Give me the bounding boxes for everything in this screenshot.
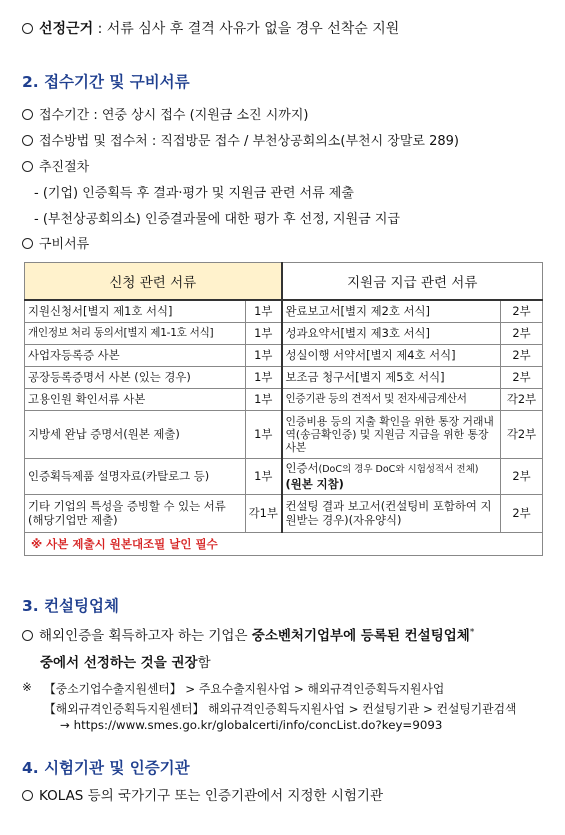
payment-doc: 인증기관 등의 견적서 및 전자세금계산서 [282, 388, 501, 410]
procedure-step-2: - (부천상공회의소) 인증결과물에 대한 평가 후 선정, 지원금 지급 [34, 212, 400, 227]
application-doc: 지방세 완납 증명서(원본 제출) [25, 410, 246, 458]
application-doc: 지원신청서[별지 제1호 서식] [25, 300, 246, 322]
selection-basis-text: : 서류 심사 후 결격 사유가 없을 경우 선착순 지원 [97, 21, 400, 37]
certificate-original-note: (원본 지참) [285, 477, 344, 491]
consulting-footnote-mark: * [469, 627, 475, 638]
reference-mark: ※ [22, 680, 32, 694]
consulting-intro-bold: 중소벤처기업부에 등록된 컨설팅업체 [251, 628, 470, 644]
section-3-heading: 3. 컨설팅업체 [22, 597, 119, 615]
original-stamp-note: ※ 사본 제출시 원본대조필 날인 필수 [25, 532, 543, 555]
application-doc-count: 1부 [246, 458, 282, 494]
payment-doc-count: 각2부 [501, 410, 543, 458]
payment-doc-certificate [282, 458, 501, 494]
header-payment-docs: 지원금 지급 관련 서류 [282, 263, 543, 301]
procedure-title [22, 156, 89, 175]
consulting-recommend-bold: 중에서 선정하는 것을 권장 [40, 655, 198, 671]
docs-title [22, 233, 89, 252]
table-header-row [25, 263, 543, 301]
application-doc-count: 각1부 [246, 494, 282, 532]
table-row [25, 366, 543, 388]
circle-bullet-icon [22, 161, 33, 172]
circle-bullet-icon [22, 630, 33, 641]
reception-method [22, 130, 459, 149]
application-doc: 사업자등록증 사본 [25, 344, 246, 366]
table-row [25, 458, 543, 494]
section-2-heading: 2. 접수기간 및 구비서류 [22, 73, 190, 91]
table-row [25, 300, 543, 322]
application-doc: 기타 기업의 특성을 증빙할 수 있는 서류 (해당기업만 제출) [25, 494, 246, 532]
payment-doc: 보조금 청구서[별지 제5호 서식] [282, 366, 501, 388]
payment-doc-count: 2부 [501, 322, 543, 344]
payment-doc: 인증비용 등의 지출 확인을 위한 통장 거래내역(송금확인증) 및 지원금 지급을 위한 통장 사본 [282, 410, 501, 458]
selection-basis-label: 선정근거 [39, 21, 94, 37]
application-doc: 고용인원 확인서류 사본 [25, 388, 246, 410]
docs-title-text: 구비서류 [39, 237, 90, 252]
payment-doc-count: 2부 [501, 494, 543, 532]
procedure-title-text: 추진절차 [39, 160, 90, 175]
circle-bullet-icon [22, 238, 33, 249]
table-row [25, 410, 543, 458]
table-row [25, 322, 543, 344]
consulting-recommend-rest: 함 [197, 655, 211, 671]
application-doc-count: 1부 [246, 366, 282, 388]
table-row [25, 494, 543, 532]
application-doc-count: 1부 [246, 344, 282, 366]
consulting-recommend [40, 651, 211, 671]
testing-institutions [22, 784, 383, 804]
reception-method-text: 접수방법 및 접수처 : 직접방문 접수 / 부천상공회의소(부천시 장말로 289) [39, 134, 459, 149]
certificate-note: (DoC의 경우 DoC와 시험성적서 전체) [318, 464, 479, 475]
reception-period-text: 접수기간 : 연중 상시 접수 (지원금 소진 시까지) [39, 108, 309, 123]
reference-url[interactable]: → https://www.smes.go.kr/globalcerti/info/concList.do?key=9093 [60, 718, 443, 732]
application-doc-count: 1부 [246, 388, 282, 410]
reference-line-2: 【해외규격인증획득지원센터】 해외규격인증획득지원사업 > 컨설팅기관 > 컨설팅기관검색 [44, 702, 517, 716]
payment-doc: 컨설팅 결과 보고서(컨설팅비 포함하여 지원받는 경우)(자유양식) [282, 494, 501, 532]
payment-doc-count: 2부 [501, 300, 543, 322]
payment-doc: 성과요약서[별지 제3호 서식] [282, 322, 501, 344]
application-doc: 개인정보 처리 동의서[별지 제1-1호 서식] [25, 322, 246, 344]
header-application-docs: 신청 관련 서류 [25, 263, 282, 301]
application-doc: 인증획득제품 설명자료(카탈로그 등) [25, 458, 246, 494]
payment-doc-count: 2부 [501, 458, 543, 494]
circle-bullet-icon [22, 135, 33, 146]
reception-period [22, 104, 309, 123]
selection-basis [22, 18, 399, 38]
section-4-heading: 4. 시험기관 및 인증기관 [22, 759, 190, 777]
consulting-intro-pre: 해외인증을 획득하고자 하는 기업은 [39, 628, 252, 644]
table-note-row [25, 532, 543, 555]
application-doc-count: 1부 [246, 410, 282, 458]
application-doc-count: 1부 [246, 300, 282, 322]
reference-line-1: 【중소기업수출지원센터】 > 주요수출지원사업 > 해외규격인증획득지원사업 [44, 682, 445, 696]
payment-doc: 성실이행 서약서[별지 제4호 서식] [282, 344, 501, 366]
payment-doc-count: 2부 [501, 344, 543, 366]
circle-bullet-icon [22, 23, 33, 34]
payment-doc-count: 각2부 [501, 388, 543, 410]
application-doc-count: 1부 [246, 322, 282, 344]
certificate-label: 인증서 [285, 461, 319, 475]
circle-bullet-icon [22, 109, 33, 120]
consulting-intro [22, 624, 474, 644]
payment-doc-count: 2부 [501, 366, 543, 388]
testing-institutions-text: KOLAS 등의 국가기구 또는 인증기관에서 지정한 시험기관 [39, 788, 383, 804]
table-row [25, 344, 543, 366]
circle-bullet-icon [22, 790, 33, 801]
procedure-step-1: - (기업) 인증획득 후 결과·평가 및 지원금 관련 서류 제출 [34, 186, 354, 201]
table-row [25, 388, 543, 410]
application-doc: 공장등록증명서 사본 (있는 경우) [25, 366, 246, 388]
payment-doc: 완료보고서[별지 제2호 서식] [282, 300, 501, 322]
documents-table [24, 262, 543, 556]
